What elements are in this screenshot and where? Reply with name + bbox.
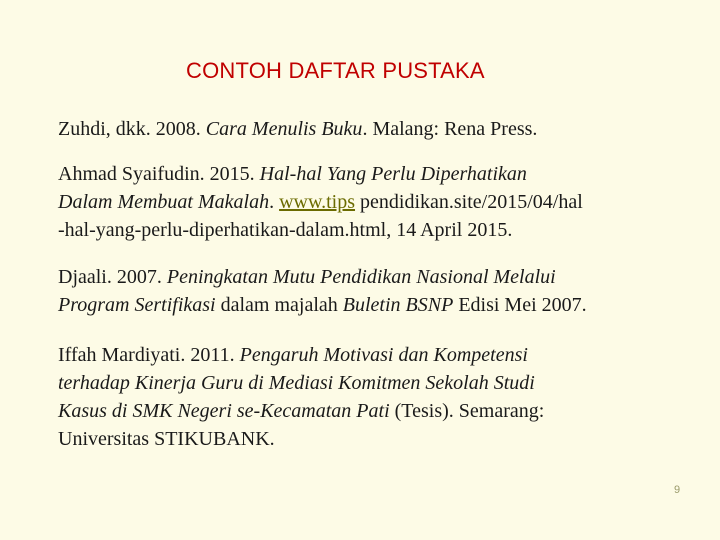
reference-syaifudin [58,160,698,244]
reference-line: Universitas STIKUBANK. [58,428,275,450]
reference-line [58,341,698,369]
reference-text: . [269,191,280,213]
page-number: 9 [674,484,681,496]
reference-line [58,188,698,216]
reference-text: Iffah Mardiyati. 2011. [58,344,240,366]
reference-title: Cara Menulis Buku [205,118,363,140]
reference-text: pendidikan.site/2015/04/hal [355,191,583,213]
reference-line [58,263,698,291]
reference-journal: Buletin BSNP [342,294,454,316]
reference-mardiyati [58,341,698,453]
reference-title: Pengaruh Motivasi dan Kompetensi [239,344,528,366]
reference-text: Zuhdi, dkk. 2008. [58,118,206,140]
reference-title: terhadap Kinerja Guru di Mediasi Komitmen Sekolah Studi [58,372,535,394]
reference-line [58,115,698,143]
reference-text: Edisi Mei 2007. [453,294,587,316]
reference-zuhdi [58,115,698,143]
reference-line: -hal-yang-perlu-diperhatikan-dalam.html, 14 April 2015. [58,219,513,241]
reference-text: Djaali. 2007. [58,266,167,288]
reference-text: . Malang: Rena Press. [362,118,538,140]
reference-line [58,397,698,425]
reference-text: Ahmad Syaifudin. 2015. [58,163,260,185]
reference-title: Program Sertifikasi [58,294,216,316]
reference-link[interactable]: www.tips [279,191,356,213]
reference-text: (Tesis). Semarang: [389,400,545,422]
reference-title: Kasus di SMK Negeri se-Kecamatan Pati [58,400,390,422]
reference-line [58,291,698,319]
reference-text: dalam majalah [215,294,343,316]
reference-title: Hal-hal Yang Perlu Diperhatikan [259,163,527,185]
reference-title: Peningkatan Mutu Pendidikan Nasional Melalui [166,266,556,288]
reference-title: Dalam Membuat Makalah [58,191,270,213]
reference-line [58,369,698,397]
reference-djaali [58,263,698,319]
slide-title: CONTOH DAFTAR PUSTAKA [186,58,485,83]
reference-line [58,160,698,188]
